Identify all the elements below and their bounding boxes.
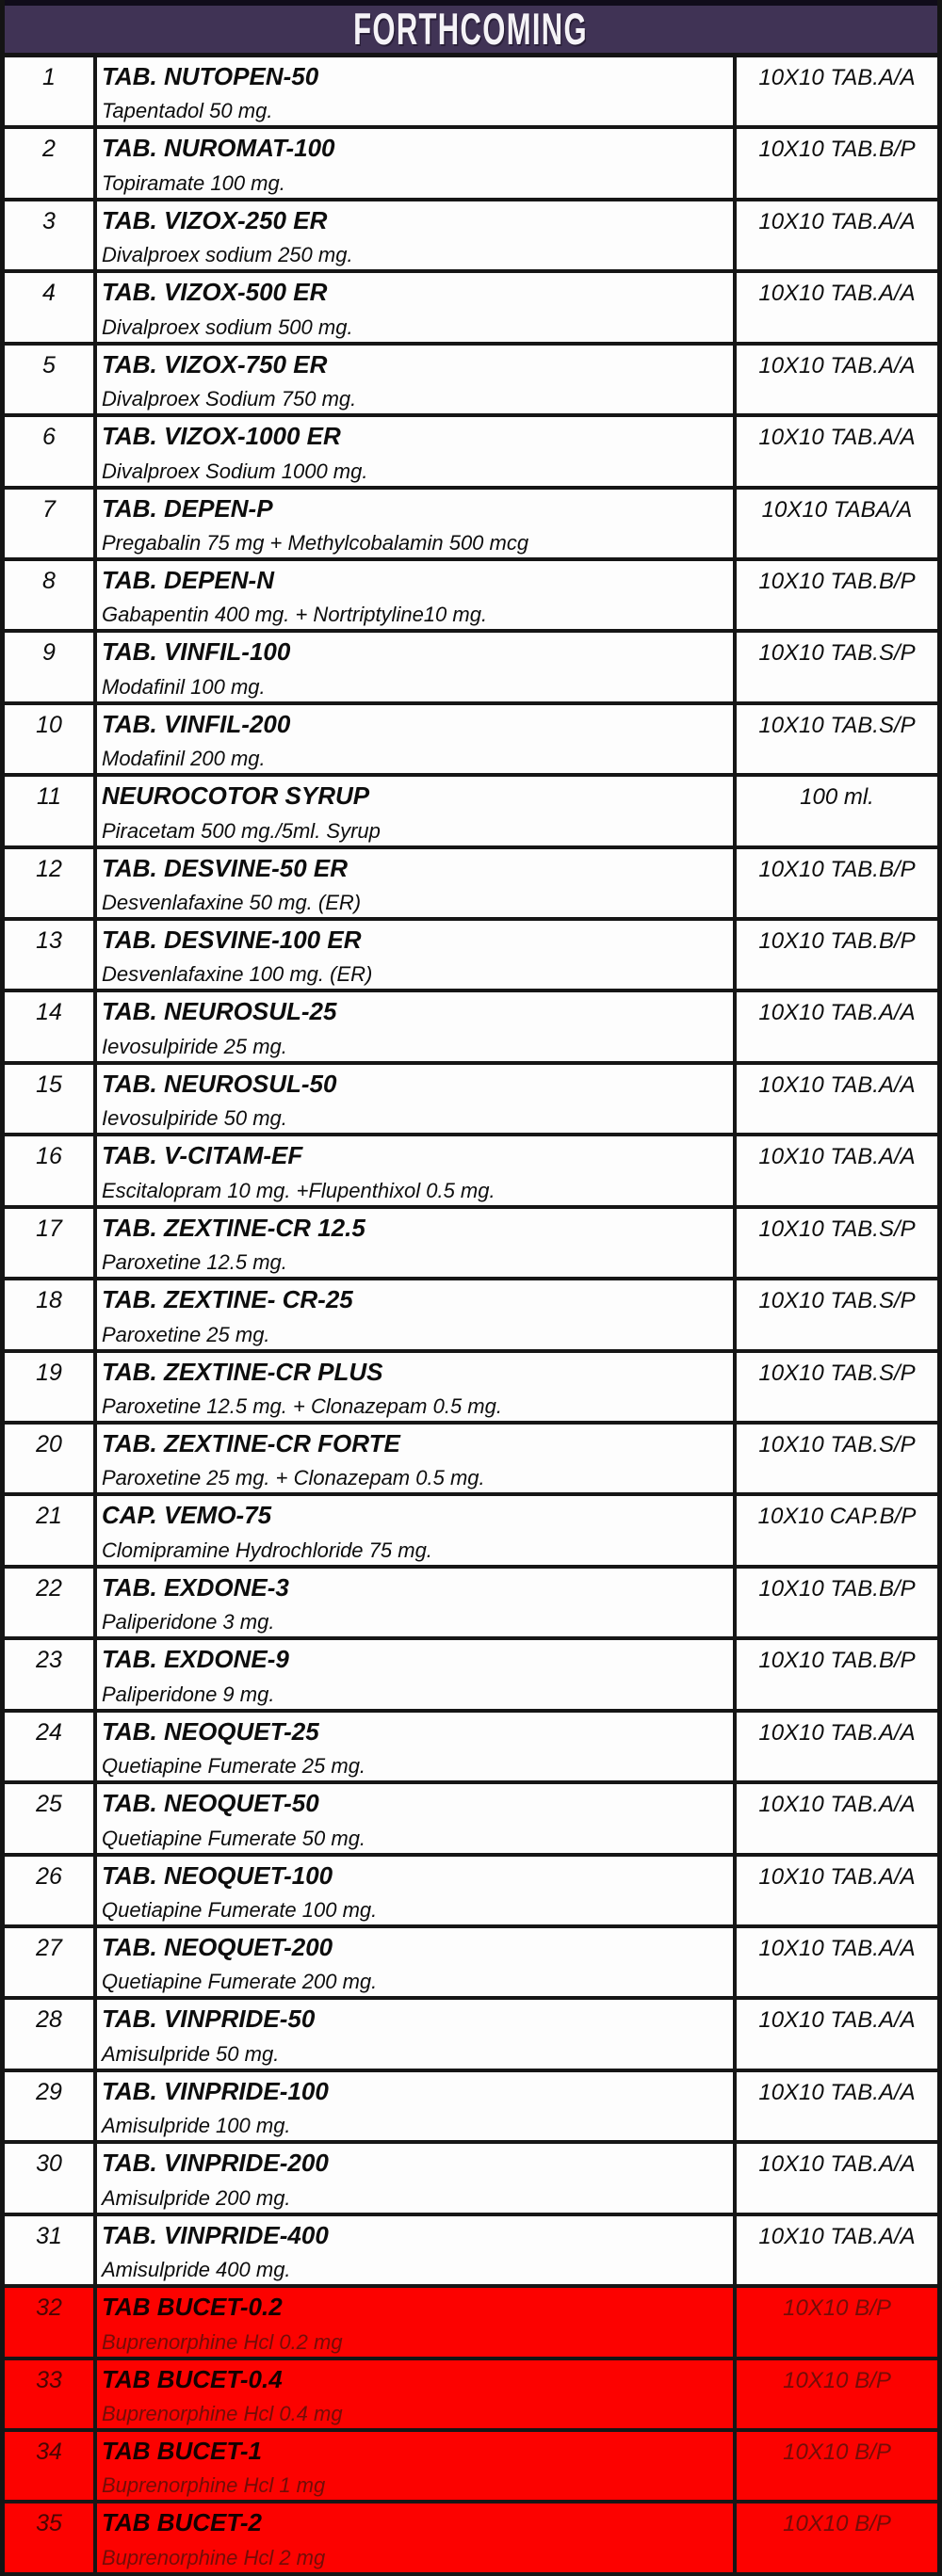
page-title: FORTHCOMING (353, 4, 589, 54)
row-number: 10 (5, 705, 97, 773)
table-row (5, 1784, 937, 1856)
product-name: TAB. VIZOX-500 ER (102, 278, 328, 307)
table-row (5, 561, 937, 633)
table-row (5, 1136, 937, 1208)
pack-size: 10X10 TAB.A/A (758, 1935, 916, 1961)
product-composition: Gabapentin 400 mg. + Nortriptyline10 mg. (102, 603, 488, 627)
pack-size: 100 ml. (800, 784, 874, 811)
product-cell (97, 849, 737, 917)
product-cell (97, 633, 737, 700)
pack-size: 10X10 TAB.B/P (758, 1648, 916, 1674)
pack-size: 10X10 TAB.A/A (758, 1863, 916, 1890)
row-number: 31 (5, 2216, 97, 2284)
table-row (5, 129, 937, 201)
product-cell (97, 1425, 737, 1492)
product-composition: Escitalopram 10 mg. +Flupenthixol 0.5 mg. (102, 1178, 495, 1202)
row-number: 25 (5, 1784, 97, 1852)
product-composition: Amisulpride 50 mg. (102, 2041, 280, 2066)
table-row (5, 921, 937, 992)
pack-size: 10X10 TAB.A/A (758, 1071, 916, 1098)
product-cell (97, 346, 737, 413)
product-composition: Ievosulpiride 25 mg. (102, 1034, 287, 1058)
product-composition: Modafinil 100 mg. (102, 674, 266, 699)
product-name: TAB. NUROMAT-100 (102, 134, 335, 163)
row-number: 19 (5, 1353, 97, 1421)
product-composition: Ievosulpiride 50 mg. (102, 1106, 287, 1131)
table-row (5, 1640, 937, 1712)
product-name: TAB. V-CITAM-EF (102, 1141, 303, 1170)
product-composition: Quetiapine Fumerate 100 mg. (102, 1897, 378, 1922)
pack-size: 10X10 TAB.A/A (758, 1719, 916, 1746)
product-composition: Divalproex sodium 500 mg. (102, 314, 353, 339)
row-number: 6 (5, 417, 97, 485)
product-name: TAB. DESVINE-50 ER (102, 853, 349, 882)
product-name: TAB. VIZOX-250 ER (102, 205, 328, 234)
product-composition: Paliperidone 9 mg. (102, 1682, 275, 1706)
product-cell (97, 1784, 737, 1852)
row-number: 1 (5, 57, 97, 125)
table-row (5, 2288, 937, 2359)
pack-size: 10X10 B/P (783, 2439, 891, 2465)
product-name: TAB. VINPRIDE-100 (102, 2076, 329, 2105)
product-composition: Modafinil 200 mg. (102, 747, 266, 771)
product-name: TAB. VINPRIDE-400 (102, 2220, 329, 2249)
product-name: TAB BUCET-0.4 (102, 2364, 283, 2393)
product-composition: Piracetam 500 mg./5ml. Syrup (102, 818, 381, 843)
pack-size: 10X10 TAB.A/A (758, 281, 916, 307)
product-composition: Quetiapine Fumerate 25 mg. (102, 1754, 366, 1779)
product-composition: Amisulpride 400 mg. (102, 2258, 291, 2282)
product-cell (97, 417, 737, 485)
product-name: TAB. NEOQUET-25 (102, 1716, 319, 1746)
table-row (5, 57, 937, 129)
row-number: 20 (5, 1425, 97, 1492)
product-cell (97, 129, 737, 197)
product-composition: Buprenorphine Hcl 0.4 mg (102, 2401, 343, 2425)
product-name: TAB. VINFIL-200 (102, 709, 291, 738)
table-row (5, 1065, 937, 1136)
row-number: 8 (5, 561, 97, 629)
product-composition: Topiramate 100 mg. (102, 170, 285, 195)
product-composition: Tapentadol 50 mg. (102, 99, 273, 123)
row-number: 3 (5, 201, 97, 269)
row-number: 21 (5, 1496, 97, 1564)
pack-size: 10X10 TAB.B/P (758, 1575, 916, 1602)
row-number: 11 (5, 777, 97, 845)
table-row (5, 1425, 937, 1496)
pack-size: 10X10 TAB.A/A (758, 2079, 916, 2105)
row-number: 9 (5, 633, 97, 700)
product-composition: Divalproex Sodium 750 mg. (102, 387, 357, 411)
table-row (5, 1496, 937, 1568)
product-cell (97, 921, 737, 989)
row-number: 5 (5, 346, 97, 413)
row-number: 2 (5, 129, 97, 197)
pack-size: 10X10 B/P (783, 2367, 891, 2393)
product-cell (97, 1280, 737, 1348)
product-name: TAB. DESVINE-100 ER (102, 926, 362, 955)
row-number: 18 (5, 1280, 97, 1348)
product-name: TAB. VINFIL-100 (102, 637, 291, 667)
pack-size: 10X10 TAB.A/A (758, 2223, 916, 2249)
product-name: TAB BUCET-2 (102, 2508, 262, 2537)
product-cell (97, 2288, 737, 2356)
product-cell (97, 1857, 737, 1924)
product-name: TAB. ZEXTINE-CR 12.5 (102, 1213, 365, 1242)
table-row (5, 1280, 937, 1352)
table-row (5, 1928, 937, 2000)
pack-size: 10X10 TAB.A/A (758, 2007, 916, 2034)
product-cell (97, 1928, 737, 1996)
product-composition: Paliperidone 3 mg. (102, 1610, 275, 1634)
pack-size: 10X10 TABA/A (761, 496, 913, 523)
product-name: TAB. DEPEN-P (102, 493, 273, 523)
pack-size: 10X10 TAB.S/P (758, 1432, 916, 1458)
product-composition: Buprenorphine Hcl 1 mg (102, 2473, 326, 2498)
product-composition: Paroxetine 12.5 mg. (102, 1250, 287, 1275)
row-number: 34 (5, 2432, 97, 2500)
product-name: TAB. ZEXTINE-CR PLUS (102, 1357, 383, 1386)
product-name: TAB. NEOQUET-100 (102, 1860, 333, 1890)
table-row (5, 273, 937, 345)
product-cell (97, 201, 737, 269)
header-band (5, 0, 937, 57)
product-cell (97, 1640, 737, 1708)
product-name: TAB BUCET-0.2 (102, 2293, 283, 2322)
pack-size: 10X10 TAB.S/P (758, 1216, 916, 1242)
product-name: TAB. ZEXTINE-CR FORTE (102, 1429, 400, 1458)
table-row (5, 2216, 937, 2288)
product-name: TAB. VINPRIDE-200 (102, 2149, 329, 2178)
row-number: 13 (5, 921, 97, 989)
product-cell (97, 1209, 737, 1277)
product-composition: Buprenorphine Hcl 2 mg (102, 2545, 326, 2569)
product-composition: Desvenlafaxine 50 mg. (ER) (102, 891, 362, 915)
pack-size: 10X10 TAB.B/P (758, 856, 916, 882)
pack-size: 10X10 TAB.S/P (758, 712, 916, 738)
product-name: NEUROCOTOR SYRUP (102, 781, 370, 811)
row-number: 16 (5, 1136, 97, 1204)
product-name: TAB. VINPRIDE-50 (102, 2004, 316, 2034)
row-number: 30 (5, 2144, 97, 2212)
table-row (5, 1209, 937, 1280)
pack-size: 10X10 TAB.A/A (758, 1792, 916, 1818)
product-composition: Paroxetine 25 mg. + Clonazepam 0.5 mg. (102, 1466, 485, 1490)
pack-size: 10X10 TAB.B/P (758, 568, 916, 594)
product-cell (97, 777, 737, 845)
product-cell (97, 1496, 737, 1564)
row-number: 7 (5, 490, 97, 557)
row-number: 17 (5, 1209, 97, 1277)
product-cell (97, 2072, 737, 2140)
product-composition: Paroxetine 25 mg. (102, 1322, 270, 1346)
product-composition: Desvenlafaxine 100 mg. (ER) (102, 962, 373, 987)
row-number: 29 (5, 2072, 97, 2140)
table-row (5, 1857, 937, 1928)
product-composition: Divalproex sodium 250 mg. (102, 243, 353, 267)
table-row (5, 2072, 937, 2144)
pack-size: 10X10 TAB.S/P (758, 1288, 916, 1314)
product-name: TAB. EXDONE-9 (102, 1645, 289, 1674)
product-composition: Amisulpride 100 mg. (102, 2114, 291, 2138)
product-composition: Quetiapine Fumerate 50 mg. (102, 1826, 366, 1850)
product-cell (97, 1065, 737, 1133)
table-row (5, 633, 937, 704)
product-cell (97, 561, 737, 629)
table-row (5, 1353, 937, 1425)
pack-size: 10X10 CAP.B/P (757, 1504, 917, 1530)
row-number: 4 (5, 273, 97, 341)
product-name: TAB. NEOQUET-50 (102, 1789, 319, 1818)
product-cell (97, 57, 737, 125)
table-row (5, 705, 937, 777)
row-number: 24 (5, 1713, 97, 1780)
table-row (5, 849, 937, 921)
table-row (5, 346, 937, 417)
product-name: TAB. EXDONE-3 (102, 1572, 289, 1602)
row-number: 32 (5, 2288, 97, 2356)
product-cell (97, 1569, 737, 1636)
product-name: TAB. NEUROSUL-50 (102, 1069, 337, 1098)
product-composition: Amisulpride 200 mg. (102, 2185, 291, 2210)
product-cell (97, 2504, 737, 2571)
product-composition: Pregabalin 75 mg + Methylcobalamin 500 mcg (102, 530, 529, 555)
row-number: 14 (5, 992, 97, 1060)
product-cell (97, 1713, 737, 1780)
row-number: 26 (5, 1857, 97, 1924)
product-composition: Divalproex Sodium 1000 mg. (102, 459, 368, 483)
product-composition: Clomipramine Hydrochloride 75 mg. (102, 1538, 432, 1562)
pack-size: 10X10 TAB.A/A (758, 2151, 916, 2178)
table-row (5, 417, 937, 489)
product-name: TAB. NEUROSUL-25 (102, 997, 337, 1026)
table-row (5, 2144, 937, 2215)
product-cell (97, 1136, 737, 1204)
table-row (5, 2504, 937, 2575)
product-name: TAB. VIZOX-750 ER (102, 349, 328, 378)
table-row (5, 777, 937, 848)
product-name: TAB. DEPEN-N (102, 565, 274, 594)
pack-size: 10X10 B/P (783, 2295, 891, 2322)
product-name: TAB. NUTOPEN-50 (102, 62, 319, 90)
table-row (5, 2432, 937, 2504)
pack-size: 10X10 TAB.A/A (758, 425, 916, 451)
product-cell (97, 1353, 737, 1421)
row-number: 22 (5, 1569, 97, 1636)
product-cell (97, 490, 737, 557)
pack-size: 10X10 TAB.A/A (758, 1000, 916, 1026)
product-cell (97, 273, 737, 341)
row-number: 23 (5, 1640, 97, 1708)
row-number: 27 (5, 1928, 97, 1996)
product-cell (97, 2360, 737, 2428)
pack-size: 10X10 TAB.S/P (758, 640, 916, 667)
table-row (5, 1713, 937, 1784)
table-row (5, 2000, 937, 2071)
product-composition: Quetiapine Fumerate 200 mg. (102, 1970, 378, 1994)
product-table (5, 57, 937, 2576)
product-cell (97, 705, 737, 773)
row-number: 35 (5, 2504, 97, 2571)
table-row (5, 1569, 937, 1640)
product-cell (97, 992, 737, 1060)
pack-size: 10X10 TAB.A/A (758, 208, 916, 234)
product-name: TAB. VIZOX-1000 ER (102, 422, 341, 451)
pack-size: 10X10 TAB.S/P (758, 1360, 916, 1386)
product-cell (97, 2432, 737, 2500)
product-name: TAB. ZEXTINE- CR-25 (102, 1285, 353, 1314)
row-number: 15 (5, 1065, 97, 1133)
pack-size: 10X10 TAB.B/P (758, 928, 916, 955)
pack-size: 10X10 TAB.A/A (758, 352, 916, 378)
row-number: 12 (5, 849, 97, 917)
table-row (5, 490, 937, 561)
row-number: 33 (5, 2360, 97, 2428)
product-name: TAB BUCET-1 (102, 2436, 262, 2465)
pack-size: 10X10 TAB.B/P (758, 137, 916, 163)
product-cell (97, 2000, 737, 2068)
table-row (5, 2360, 937, 2432)
row-number: 28 (5, 2000, 97, 2068)
pack-size: 10X10 B/P (783, 2511, 891, 2537)
product-composition: Paroxetine 12.5 mg. + Clonazepam 0.5 mg. (102, 1394, 502, 1419)
table-row (5, 992, 937, 1064)
pack-size: 10X10 TAB.A/A (758, 1144, 916, 1170)
product-composition: Buprenorphine Hcl 0.2 mg (102, 2329, 343, 2354)
product-cell (97, 2216, 737, 2284)
product-name: TAB. NEOQUET-200 (102, 1932, 333, 1961)
pack-size: 10X10 TAB.A/A (758, 65, 916, 90)
product-cell (97, 2144, 737, 2212)
table-row (5, 201, 937, 273)
product-name: CAP. VEMO-75 (102, 1501, 272, 1530)
